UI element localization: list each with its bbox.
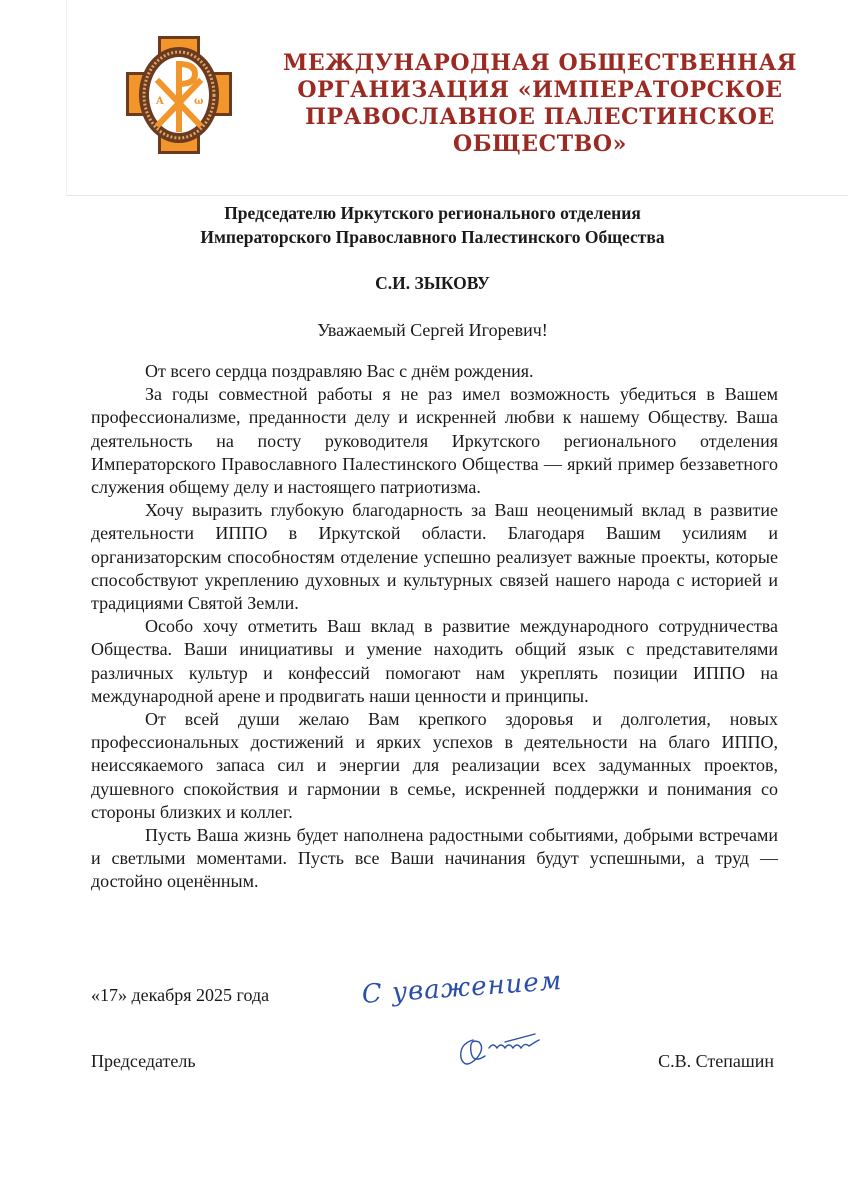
- paragraph: От всего сердца поздравляю Вас с днём рождения.: [145, 361, 534, 381]
- paragraph: Хочу выразить глубокую благодарность за Ваш неоценимый вклад в развитие деятельности ИППО в Иркутской области. Благодаря Вашим усилиям и организаторским способностям отделение успешно реализует важные проекты, которые способствуют укреплению духовных и культурных связей нашего народа с историей и традициями Святой Земли.: [91, 500, 778, 614]
- paragraph: За годы совместной работы я не раз имел возможность убедиться в Вашем профессионализме, преданности делу и искренней любви к нашему Обществу. Ваша деятельность на посту руководителя Иркутского регионального отделения Императорского Православного Палестинского Общества — яркий пример беззаветного служения общему делу и настоящего патриотизма.: [91, 384, 778, 498]
- letter-date: «17» декабря 2025 года: [91, 985, 270, 1005]
- org-title-line: ОРГАНИЗАЦИЯ «ИМПЕРАТОРСКОЕ: [297, 77, 783, 103]
- omega-letter: ω: [194, 96, 204, 107]
- greeting: Уважаемый Сергей Игоревич!: [317, 320, 548, 340]
- alpha-letter: Α: [156, 96, 164, 107]
- org-title-line: МЕЖДУНАРОДНАЯ ОБЩЕСТВЕННАЯ: [282, 50, 798, 76]
- letter-body: [91, 360, 778, 894]
- addressee-block: [80, 201, 785, 249]
- signatory-name: С.В. Степашин: [658, 1051, 774, 1071]
- addressee-line: Императорского Православного Палестинского Общества: [200, 227, 665, 247]
- organization-title: [250, 50, 830, 158]
- org-title-line: ПРАВОСЛАВНОЕ ПАЛЕСТИНСКОЕ ОБЩЕСТВО»: [305, 104, 775, 157]
- paragraph: Пусть Ваша жизнь будет наполнена радостными событиями, добрыми встречами и светлыми моментами. Пусть все Ваши начинания будут успешными, а труд — достойно оценённым.: [91, 825, 778, 892]
- paragraph: От всей души желаю Вам крепкого здоровья и долголетия, новых профессиональных достижений и ярких успехов в деятельности на благо ИППО, неиссякаемого запаса сил и энергии для реализации всех задуманных проектов, душевного спокойствия и гармонии в семье, искренней поддержки и понимания со стороны близких и коллег.: [91, 709, 778, 822]
- recipient-name: С.И. ЗЫКОВУ: [375, 273, 490, 293]
- handwritten-signature-icon: [455, 1030, 585, 1080]
- paragraph: Особо хочу отметить Ваш вклад в развитие международного сотрудничества Общества. Ваши инициативы и умение находить общий язык с представителями различных культур и конфессий помогают нам укреплять позиции ИППО на международной арене и продвигать наши ценности и принципы.: [91, 616, 778, 706]
- handwritten-note: С уважением: [360, 966, 564, 1010]
- addressee-line: Председателю Иркутского регионального отделения: [224, 203, 641, 223]
- signatory-role: Председатель: [91, 1051, 196, 1071]
- chi-rho-cross-emblem-icon: [124, 34, 234, 156]
